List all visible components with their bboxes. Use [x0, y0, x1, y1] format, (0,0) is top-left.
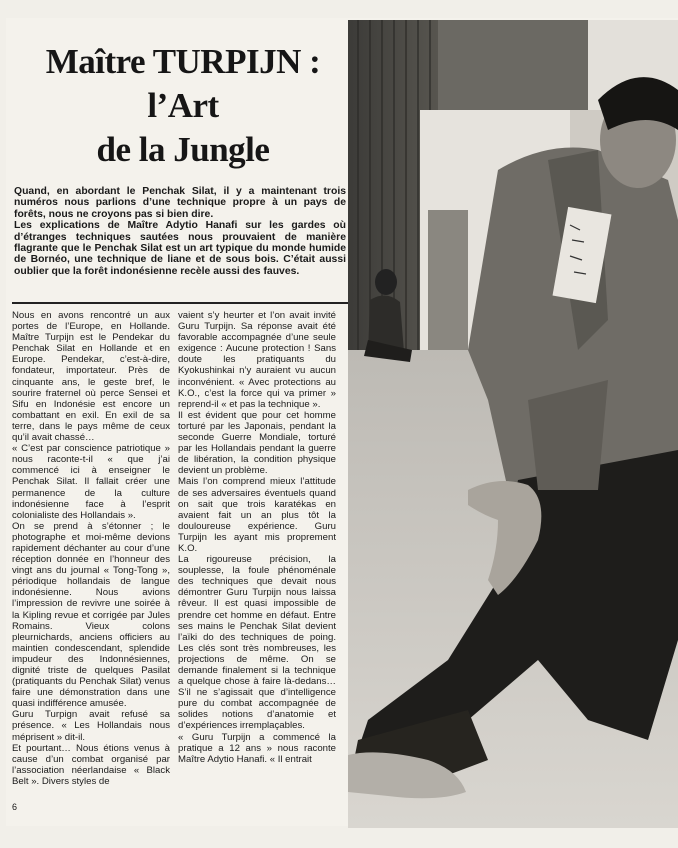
body-paragraph: « Guru Turpijn a commencé la pratique a 12 ans » nous raconte Maître Adytio Hanafi. « Il entrait — [178, 731, 336, 765]
body-paragraph: Nous en avons rencontré un aux portes de l’Europe, en Hollande. Maître Turpijn est le Pendekar du Penchak Silat en Hollande et en Europe. Pendekar, c’est-à-dire, fondateur, importateur. Près de cinquante ans, le geste bref, le sourire fraternel où perce Sensei et Sifu en Indonésie est encore un combattant en exil. En exil de sa terre, dans le pays même de ceux qu’il avait chassé… — [12, 310, 170, 444]
martial-artist-photo — [348, 20, 678, 828]
body-paragraph: « C’est par conscience patriotique » nous raconte-t-il « que j’ai commencé ici à enseigner le Penchak Silat. Il fallait créer une permanence de la culture indonésienne face à l’esprit colonialiste des Hollandais ». — [12, 443, 170, 521]
body-paragraph: Guru Turpign avait refusé sa présence. « Les Hollandais nous méprisent » dit-il. — [12, 709, 170, 743]
title-line-2: l’Art — [147, 86, 219, 125]
text-column-2 — [178, 310, 336, 814]
lead-paragraph: Quand, en abordant le Penchak Silat, il y a maintenant trois numéros nous parlions d’une technique propre à un pays de forêts, nous ne croyons pas si bien dire. — [14, 186, 346, 220]
lead-paragraph: Les explications de Maître Adytio Hanafi sur les gardes où d’étranges techniques sautées nous prouvaient de manière flagrante que le Penchak Silat est un art typique du monde humide de Bornéo, une technique de liane et de sous bois. C’était aussi oublier que la forêt indonésienne recèle aussi des fauves. — [14, 220, 346, 277]
body-paragraph: Il est évident que pour cet homme torturé par les Japonais, pendant la seconde Guerre Mondiale, torturé par les Hollandais pendant la guerre de libération, la condition physique devient un problème. — [178, 409, 336, 477]
section-divider — [12, 302, 348, 304]
article-lead — [14, 186, 346, 277]
body-paragraph: On se prend à s’étonner ; le photographe et moi-même devions rapidement déchanter au cour d’une réception donnée en l’honneur des vingt ans du journal « Tong-Tong », périodique hollandais de langue indonésienne. Nous avions l’impression de revivre une soirée à la Kipling revue et corrigée par Jules Romains. Vieux colons pleurnichards, anciens officiers au maintien condescendant, splendide impudeur des Indonnésiennes, dignité triste de quelques Pasilat (pratiquants du Penchak Silat) venus faire une démonstration dans une quasi indifférence amusée. — [12, 520, 170, 710]
body-paragraph: La rigoureuse précision, la souplesse, la foule phénoménale des techniques que devait nous démontrer Guru Turpijn nous laissa rêveur. Il est quasi impossible de prendre cet homme en défaut. Entre ses mains le Penchak Silat devient l’aïki do des techniques de poing. Les clés sont très nombreuses, les projections de même. On se demande finalement si la technique a quelque chose à faire là-dedans… S’il ne s’agissait que d’intelligence pure du combat accompagnée de solides notions d’anatomie et d’expériences irremplaçables. — [178, 554, 336, 732]
title-line-3: de la Jungle — [96, 130, 270, 169]
body-paragraph: vaient s’y heurter et l’on avait invité Guru Turpijn. Sa réponse avait été favorable accompagnée d’une seule exigence : Aucune protection ! Sans doute les pratiquants du Kyokushinkai n’y auraient vu aucun inconvénient. « Avec protections au K.O., c’est la force qui va primer » reprend-il « et pas la technique ». — [178, 310, 336, 410]
page-number: 6 — [12, 802, 18, 812]
article-title — [18, 40, 348, 190]
text-column-1 — [12, 310, 170, 826]
title-line-1: Maître TURPIJN : — [45, 42, 321, 81]
body-paragraph: Et pourtant… Nous étions venus à cause d’un combat organisé par l’association néerlandaise « Black Belt ». Divers styles de — [12, 742, 170, 787]
body-paragraph: Mais l’on comprend mieux l’attitude de ses adversaires éventuels quand on sait que trois karatékas en avaient fait un an plus tôt la douloureuse expérience. Guru Turpijn les ayant mis proprement K.O. — [178, 476, 336, 554]
